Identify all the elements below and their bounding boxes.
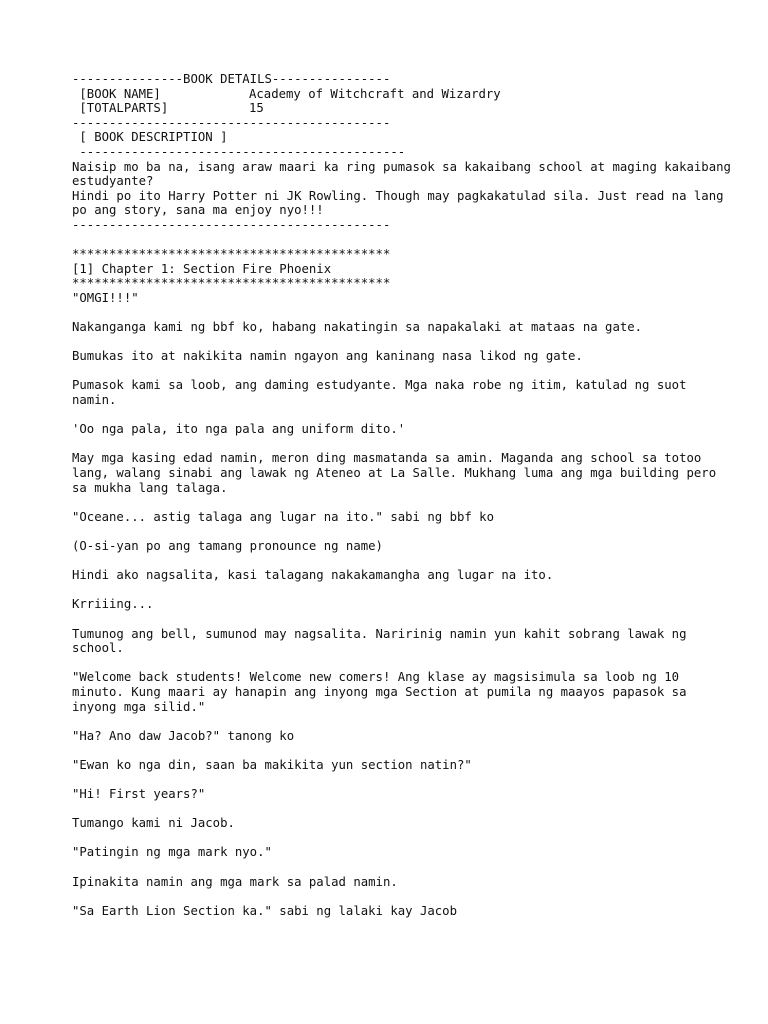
separator-rule: --------------------------------------------	[72, 144, 406, 159]
description-paragraph: Hindi po ito Harry Potter ni JK Rowling. Though may pagkakatulad sila. Just read na lang po ang story, sana ma enjoy nyo!!!	[72, 188, 731, 218]
book-description-block	[72, 159, 739, 233]
separator-rule: -------------------------------------------	[72, 115, 391, 130]
total-parts-value: 15	[249, 101, 264, 116]
story-paragraph: Hindi ako nagsalita, kasi talagang nakakamangha ang lugar na ito.	[72, 568, 554, 583]
story-paragraph: Tumunog ang bell, sumunod may nagsalita. Naririnig namin yun kahit sobrang lawak ng school.	[72, 626, 694, 656]
book-name-value: Academy of Witchcraft and Wizardry	[249, 86, 501, 101]
story-paragraph: Pumasok kami sa loob, ang daming estudyante. Mga naka robe ng itim, katulad ng suot namin.	[72, 378, 694, 408]
chapter-title: [1] Chapter 1: Section Fire Phoenix	[72, 261, 332, 276]
story-paragraph: Nakanganga kami ng bbf ko, habang nakatingin sa napakalaki at mataas na gate.	[72, 320, 643, 335]
story-paragraph: "Hi! First years?"	[72, 787, 206, 802]
story-paragraph: Krriiing...	[72, 597, 154, 612]
total-parts-key: [TOTALPARTS]	[72, 101, 169, 116]
blank-line	[72, 233, 732, 248]
story-paragraph: Tumango kami ni Jacob.	[72, 816, 235, 831]
separator-rule: -------------------------------------------	[72, 217, 391, 232]
story-paragraph: (O-si-yan po ang tamang pronounce ng name)	[72, 539, 383, 553]
book-details-rule: ---------------BOOK DETAILS----------------	[72, 72, 391, 86]
book-name-row	[72, 87, 732, 102]
story-paragraph: May mga kasing edad namin, meron ding masmatanda sa amin. Maganda ang school sa totoo lang, walang sinabi ang lawak ng Ateneo at La Salle. Mukhang luma ang mga building pero sa mukha lang talaga.	[72, 451, 724, 495]
story-paragraph: "Patingin ng mga mark nyo."	[72, 845, 272, 860]
story-paragraph: "OMGI!!!"	[72, 290, 139, 305]
story-paragraph: "Ha? Ano daw Jacob?" tanong ko	[72, 728, 295, 743]
chapter-heading-block	[72, 247, 732, 291]
story-paragraph: 'Oo nga pala, ito nga pala ang uniform dito.'	[72, 422, 406, 437]
book-name-key: [BOOK NAME]	[72, 86, 161, 101]
story-paragraph: "Welcome back students! Welcome new comers! Ang klase ay magsisimula sa loob ng 10 minuto. Kung maari ay hanapin ang inyong mga Section at pumila ng maayos papasok sa inyong mga silid."	[72, 670, 694, 714]
total-parts-row	[72, 101, 732, 116]
story-text	[72, 291, 732, 919]
chapter-stars-rule: *******************************************	[72, 247, 391, 262]
story-paragraph: Bumukas ito at nakikita namin ngayon ang kaninang nasa likod ng gate.	[72, 349, 583, 364]
story-paragraph: "Sa Earth Lion Section ka." sabi ng lalaki kay Jacob	[72, 903, 457, 918]
book-details-block	[72, 72, 732, 160]
story-paragraph: "Ewan ko nga din, saan ba makikita yun section natin?"	[72, 757, 472, 772]
story-paragraph: "Oceane... astig talaga ang lugar na ito." sabi ng bbf ko	[72, 509, 494, 524]
description-paragraph: Naisip mo ba na, isang araw maari ka ring pumasok sa kakaibang school at maging kakaibang estudyante?	[72, 159, 739, 189]
chapter-stars-rule: *******************************************	[72, 276, 391, 291]
book-description-heading: [ BOOK DESCRIPTION ]	[72, 130, 228, 145]
story-paragraph: Ipinakita namin ang mga mark sa palad namin.	[72, 874, 398, 889]
document-page	[72, 72, 739, 933]
